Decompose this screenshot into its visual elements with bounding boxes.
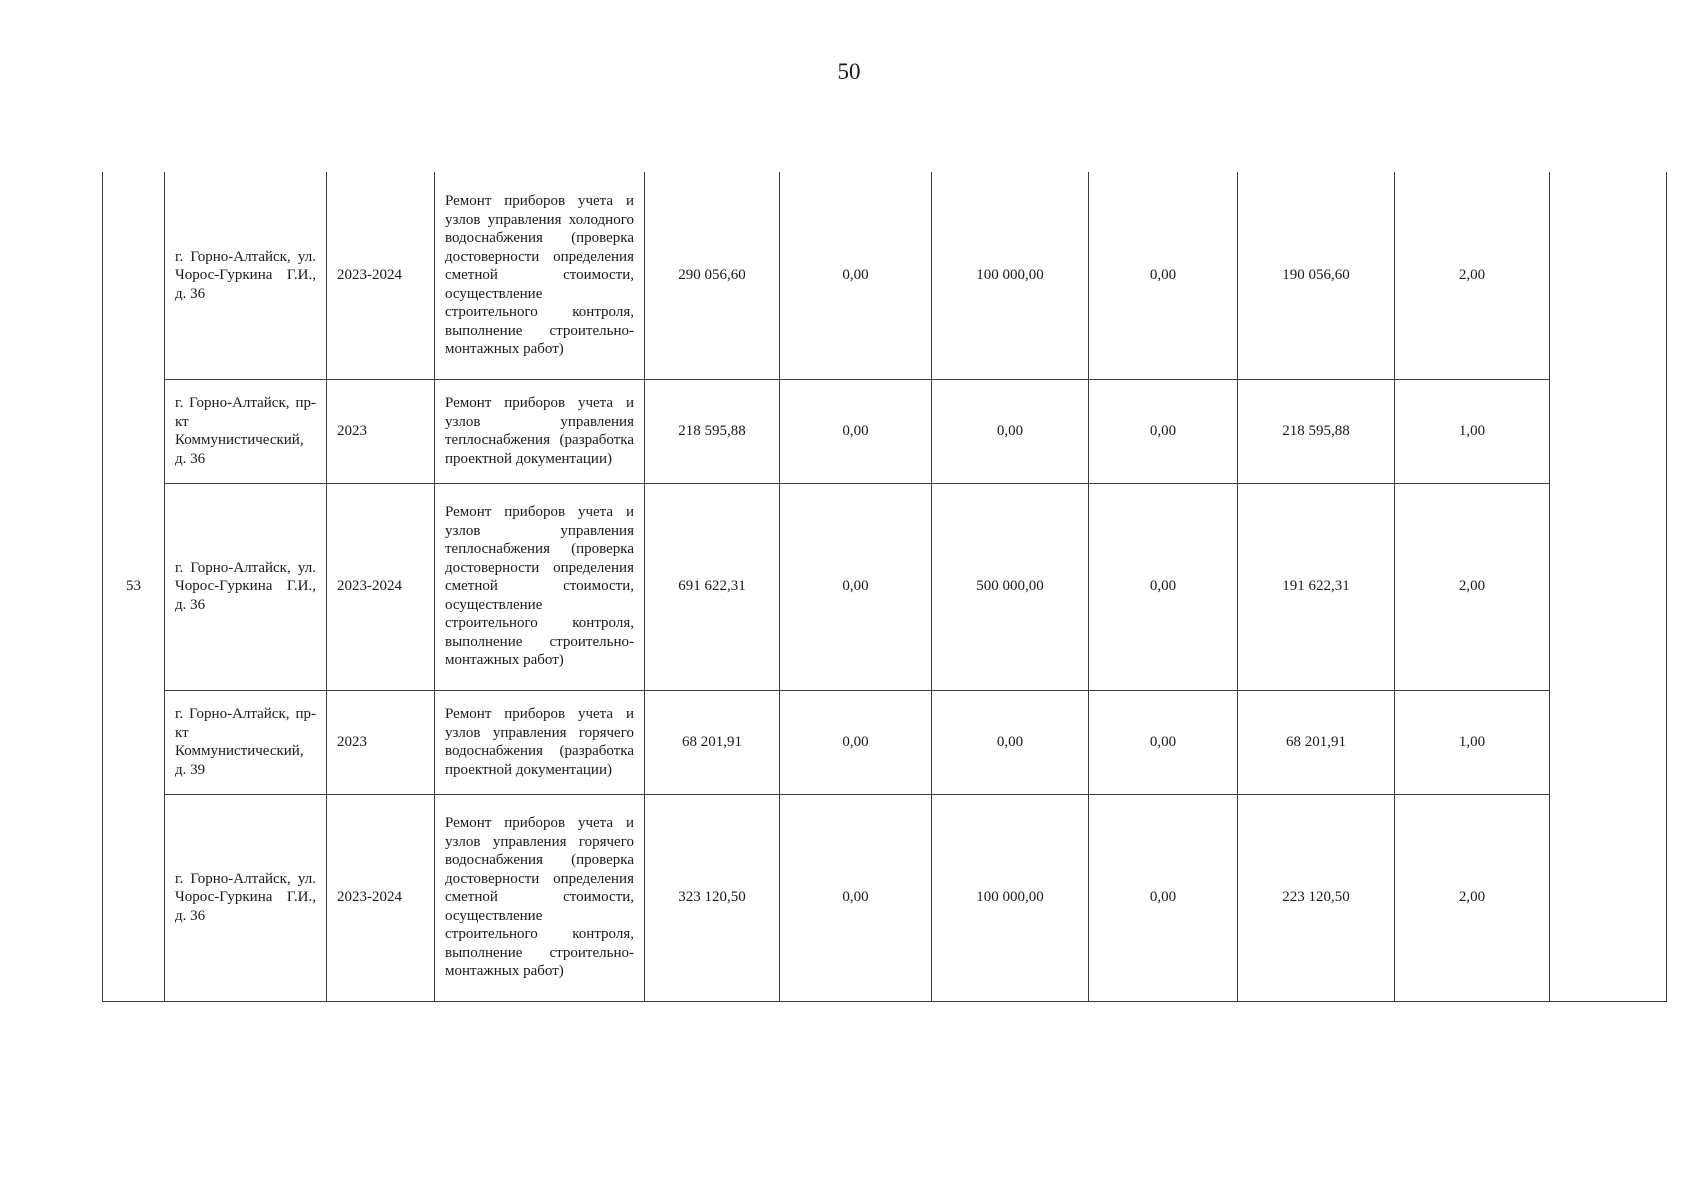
period-cell: 2023-2024 <box>327 483 435 690</box>
repair-program-table-wrapper <box>102 172 1666 1002</box>
period-cell: 2023 <box>327 379 435 483</box>
value-cell-4: 68 201,91 <box>1238 690 1395 794</box>
total-cost-cell: 218 595,88 <box>645 379 780 483</box>
value-cell-2: 0,00 <box>932 379 1089 483</box>
total-cost-cell: 68 201,91 <box>645 690 780 794</box>
address-cell: г. Горно-Алтайск, ул. Чорос-Гуркина Г.И., д. 36 <box>165 172 327 379</box>
value-cell-4: 223 120,50 <box>1238 794 1395 1001</box>
work-description-cell: Ремонт приборов учета и узлов управления холодного водоснабжения (проверка достоверности определения сметной стоимости, осуществление строительного контроля, выполнение строительно-монтажных работ) <box>435 172 645 379</box>
total-cost-cell: 323 120,50 <box>645 794 780 1001</box>
units-cell: 2,00 <box>1395 483 1550 690</box>
units-cell: 1,00 <box>1395 690 1550 794</box>
value-cell-4: 218 595,88 <box>1238 379 1395 483</box>
period-cell: 2023-2024 <box>327 172 435 379</box>
table-row <box>103 483 1667 690</box>
period-cell: 2023 <box>327 690 435 794</box>
value-cell-3: 0,00 <box>1089 483 1238 690</box>
repair-program-table <box>102 172 1667 1002</box>
total-cost-cell: 290 056,60 <box>645 172 780 379</box>
work-description-cell: Ремонт приборов учета и узлов управления горячего водоснабжения (разработка проектной документации) <box>435 690 645 794</box>
value-cell-3: 0,00 <box>1089 794 1238 1001</box>
value-cell-2: 0,00 <box>932 690 1089 794</box>
table-row <box>103 794 1667 1001</box>
units-cell: 1,00 <box>1395 379 1550 483</box>
total-cost-cell: 691 622,31 <box>645 483 780 690</box>
value-cell-2: 500 000,00 <box>932 483 1089 690</box>
value-cell-3: 0,00 <box>1089 172 1238 379</box>
period-cell: 2023-2024 <box>327 794 435 1001</box>
address-cell: г. Горно-Алтайск, пр-кт Коммунистический, д. 36 <box>165 379 327 483</box>
work-description-cell: Ремонт приборов учета и узлов управления теплоснабжения (проверка достоверности определения сметной стоимости, осуществление строительного контроля, выполнение строительно-монтажных работ) <box>435 483 645 690</box>
value-cell-4: 191 622,31 <box>1238 483 1395 690</box>
page-number: 50 <box>837 59 861 84</box>
value-cell-3: 0,00 <box>1089 690 1238 794</box>
value-cell-2: 100 000,00 <box>932 172 1089 379</box>
value-cell-2: 100 000,00 <box>932 794 1089 1001</box>
value-cell-1: 0,00 <box>780 794 932 1001</box>
group-number-cell <box>103 172 165 1001</box>
group-number: 53 <box>126 578 141 594</box>
work-description-cell: Ремонт приборов учета и узлов управления теплоснабжения (разработка проектной документации) <box>435 379 645 483</box>
value-cell-1: 0,00 <box>780 690 932 794</box>
table-row <box>103 172 1667 379</box>
value-cell-1: 0,00 <box>780 379 932 483</box>
value-cell-1: 0,00 <box>780 172 932 379</box>
table-row <box>103 379 1667 483</box>
value-cell-4: 190 056,60 <box>1238 172 1395 379</box>
units-cell: 2,00 <box>1395 172 1550 379</box>
address-cell: г. Горно-Алтайск, пр-кт Коммунистический, д. 39 <box>165 690 327 794</box>
address-cell: г. Горно-Алтайск, ул. Чорос-Гуркина Г.И., д. 36 <box>165 483 327 690</box>
value-cell-1: 0,00 <box>780 483 932 690</box>
empty-last-column <box>1550 172 1667 1001</box>
address-cell: г. Горно-Алтайск, ул. Чорос-Гуркина Г.И., д. 36 <box>165 794 327 1001</box>
table-row <box>103 690 1667 794</box>
units-cell: 2,00 <box>1395 794 1550 1001</box>
value-cell-3: 0,00 <box>1089 379 1238 483</box>
work-description-cell: Ремонт приборов учета и узлов управления горячего водоснабжения (проверка достоверности определения сметной стоимости, осуществление строительного контроля, выполнение строительно-монтажных работ) <box>435 794 645 1001</box>
